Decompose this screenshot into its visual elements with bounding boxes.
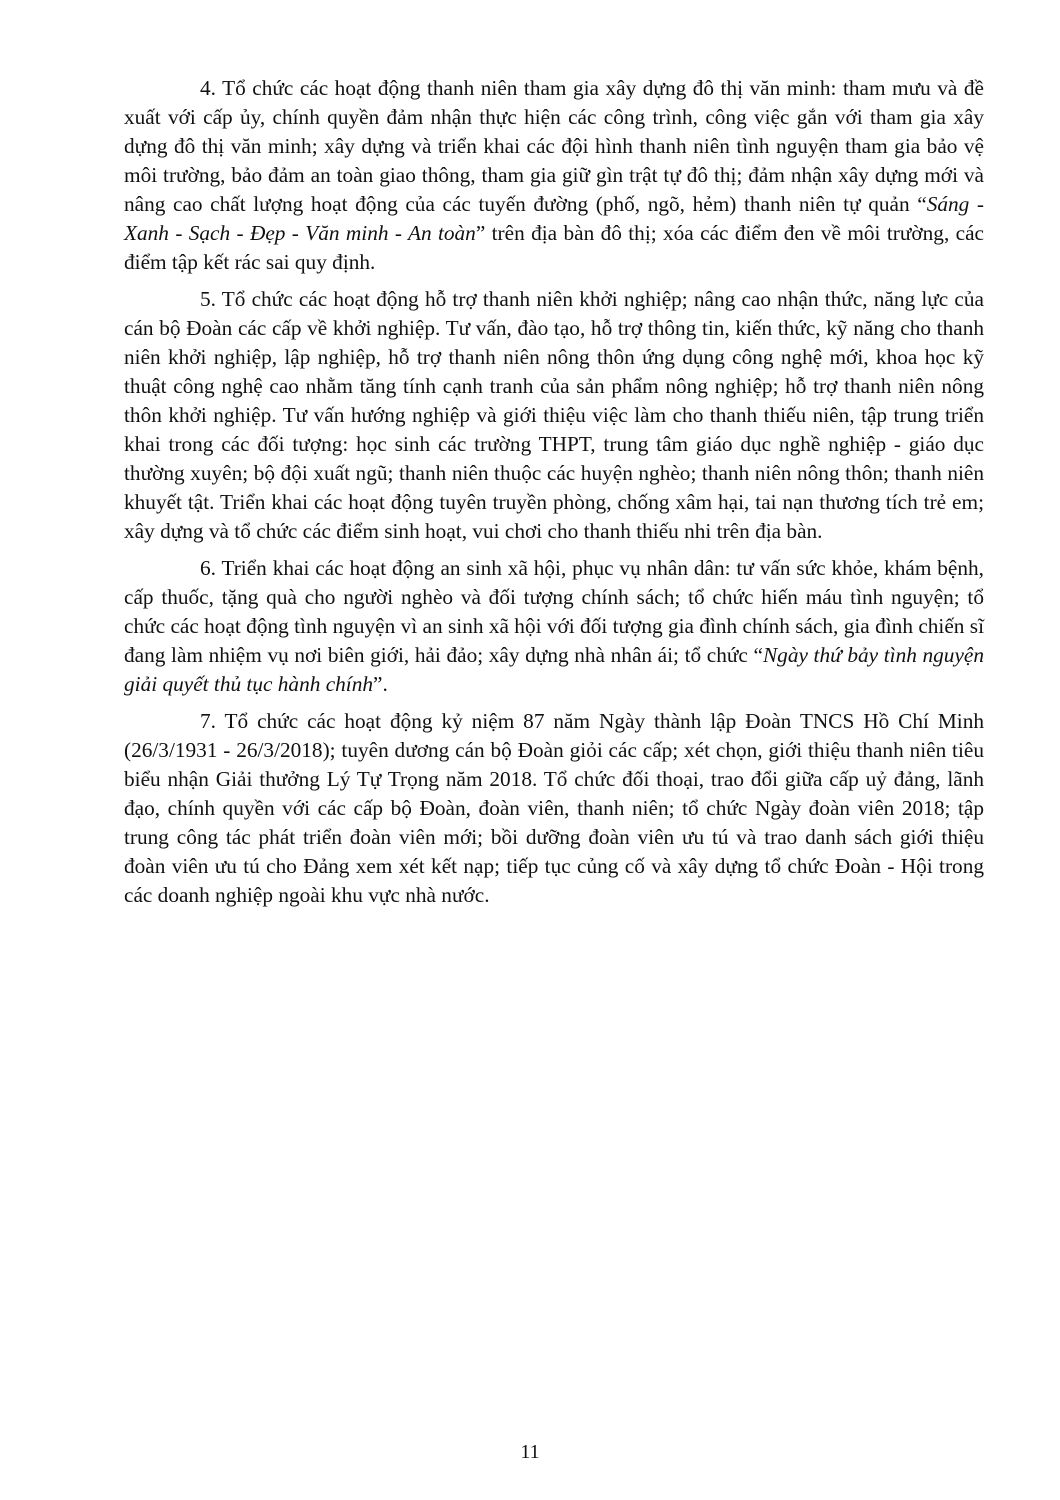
paragraph-6-italic-event: Ngày thứ bảy tình nguyện giải quyết thủ tục hành chính <box>124 643 984 696</box>
paragraph-6-text-2: ”. <box>373 672 388 696</box>
paragraph-7-text: 7. Tổ chức các hoạt động kỷ niệm 87 năm Ngày thành lập Đoàn TNCS Hồ Chí Minh (26/3/1931 - 26/3/2018); tuyên dương cán bộ Đoàn giỏi các cấp; xét chọn, giới thiệu thanh niên tiêu biểu nhận Giải thưởng Lý Tự Trọng năm 2018. Tổ chức đối thoại, trao đổi giữa cấp uỷ đảng, lãnh đạo, chính quyền với các cấp bộ Đoàn, đoàn viên, thanh niên; tổ chức Ngày đoàn viên 2018; tập trung công tác phát triển đoàn viên mới; bồi dưỡng đoàn viên ưu tú và trao danh sách giới thiệu đoàn viên ưu tú cho Đảng xem xét kết nạp; tiếp tục củng cố và xây dựng tổ chức Đoàn - Hội trong các doanh nghiệp ngoài khu vực nhà nước. <box>124 709 984 907</box>
paragraph-6-text-1: 6. Triển khai các hoạt động an sinh xã hội, phục vụ nhân dân: tư vấn sức khỏe, khám bệnh, cấp thuốc, tặng quà cho người nghèo và đối tượng chính sách; tổ chức hiến máu tình nguyện; tổ chức các hoạt động tình nguyện vì an sinh xã hội với đối tượng gia đình chính sách, gia đình chiến sĩ đang làm nhiệm vụ nơi biên giới, hải đảo; xây dựng nhà nhân ái; tổ chức “ <box>124 556 984 667</box>
paragraph-4-italic-slogan: Sáng - Xanh - Sạch - Đẹp - Văn minh - An toàn <box>124 192 984 245</box>
paragraph-5-text: 5. Tổ chức các hoạt động hỗ trợ thanh niên khởi nghiệp; nâng cao nhận thức, năng lực của cán bộ Đoàn các cấp về khởi nghiệp. Tư vấn, đào tạo, hỗ trợ thông tin, kiến thức, kỹ năng cho thanh niên khởi nghiệp, lập nghiệp, hỗ trợ thanh niên nông thôn ứng dụng công nghệ mới, khoa học kỹ thuật công nghệ cao nhằm tăng tính cạnh tranh của sản phẩm nông nghiệp; hỗ trợ thanh niên nông thôn khởi nghiệp. Tư vấn hướng nghiệp và giới thiệu việc làm cho thanh thiếu niên, tập trung triển khai trong các đối tượng: học sinh các trường THPT, trung tâm giáo dục nghề nghiệp - giáo dục thường xuyên; bộ đội xuất ngũ; thanh niên thuộc các huyện nghèo; thanh niên nông thôn; thanh niên khuyết tật. Triển khai các hoạt động tuyên truyền phòng, chống xâm hại, tai nạn thương tích trẻ em; xây dựng và tổ chức các điểm sinh hoạt, vui chơi cho thanh thiếu nhi trên địa bàn. <box>124 287 984 543</box>
paragraph-4-text-1: 4. Tổ chức các hoạt động thanh niên tham gia xây dựng đô thị văn minh: tham mưu và đề xuất với cấp ủy, chính quyền đảm nhận thực hiện các công trình, công việc gắn với tham gia xây dựng đô thị văn minh; xây dựng và triển khai các đội hình thanh niên tình nguyện tham gia bảo vệ môi trường, bảo đảm an toàn giao thông, tham gia giữ gìn trật tự đô thị; đảm nhận xây dựng mới và nâng cao chất lượng hoạt động của các tuyến đường (phố, ngõ, hẻm) thanh niên tự quản “ <box>124 76 984 216</box>
paragraph-5 <box>124 285 984 546</box>
paragraph-4 <box>124 74 984 277</box>
paragraph-4-text-2: ” trên địa bàn đô thị; xóa các điểm đen về môi trường, các điểm tập kết rác sai quy định. <box>124 221 984 274</box>
page-number: 11 <box>520 1441 540 1463</box>
paragraph-7 <box>124 707 984 910</box>
paragraph-6 <box>124 554 984 699</box>
document-body <box>124 74 984 918</box>
